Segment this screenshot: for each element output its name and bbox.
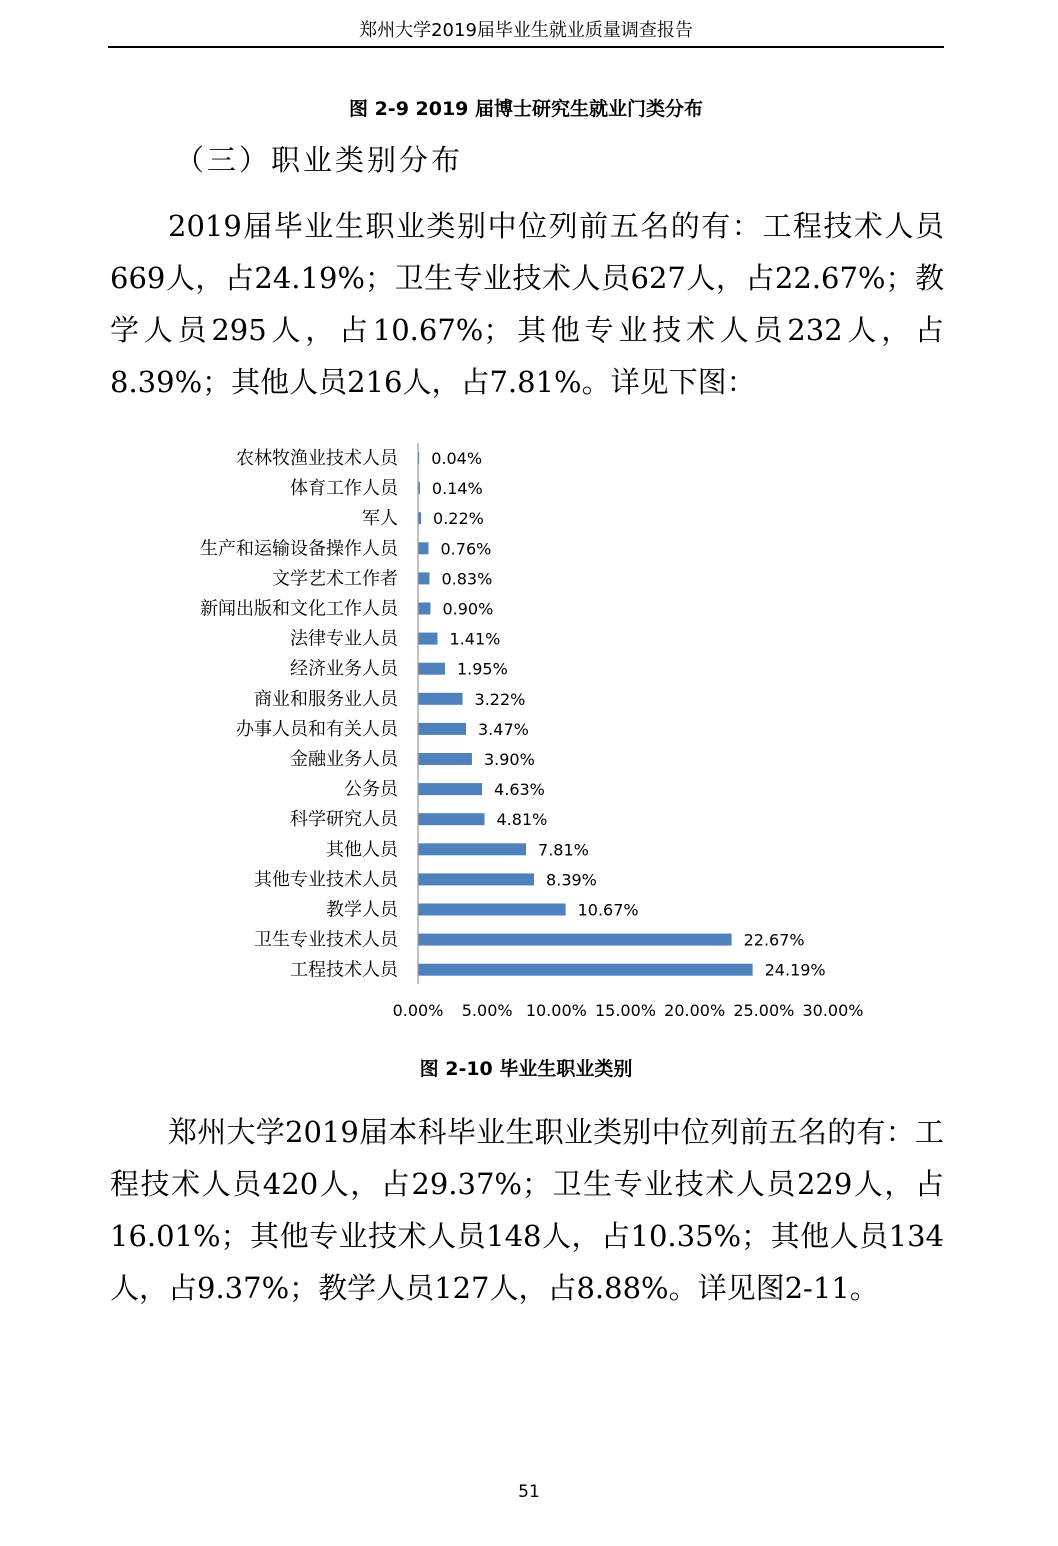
section-heading: （三）职业类别分布 [175,143,464,177]
value-label-14: 8.39% [546,870,597,890]
bar-15 [418,904,566,916]
x-tick-label-2: 10.00% [525,1001,587,1020]
category-label-03: 生产和运输设备操作人员 [200,538,398,560]
category-label-04: 文学艺术工作者 [272,568,398,590]
bar-12 [418,813,485,825]
value-labels [431,449,825,980]
value-label-17: 24.19% [764,960,826,980]
category-label-02: 军人 [362,508,398,530]
category-label-11: 公务员 [344,779,398,801]
value-label-11: 4.63% [494,780,545,800]
x-tick-labels [393,1001,864,1020]
value-label-07: 1.95% [456,659,508,679]
category-label-10: 金融业务人员 [290,749,398,770]
x-tick-label-4: 20.00% [664,1001,726,1020]
category-label-15: 教学人员 [326,899,398,921]
value-label-10: 3.90% [483,750,535,769]
category-label-13: 其他人员 [326,839,398,861]
category-label-08: 商业和服务业人员 [254,688,398,710]
category-label-16: 卫生专业技术人员 [254,929,398,951]
paragraph-occupation-summary: 2019届毕业生职业类别中位列前五名的有：工程技术人员669人，占24.19%；卫生专业技术人员627人，占22.67%；教学人员295人，占10.67%；其他专业技术人员232人，占8.39%；其他人员216人，占7.81%。详见下图： [110,209,944,399]
paragraph-undergrad-summary: 郑州大学2019届本科毕业生职业类别中位列前五名的有：工程技术人员420人，占29.37%；卫生专业技术人员229人，占16.01%；其他专业技术人员148人，占10.35%；其他人员134人，占9.37%；教学人员127人，占8.88%。详见图2-11。 [110,1115,944,1305]
bars [418,452,753,976]
prev-figure-caption: 图 2-9 2019 届博士研究生就业门类分布 [348,98,704,120]
category-labels [200,448,400,981]
value-label-09: 3.47% [478,719,529,739]
category-label-00: 农林牧渔业技术人员 [236,448,398,469]
category-label-09: 办事人员和有关人员 [236,718,398,740]
bar-13 [418,843,526,855]
category-label-05: 新闻出版和文化工作人员 [200,598,398,620]
page-number: 51 [518,1482,540,1502]
x-tick-label-0: 0.00% [392,1001,444,1020]
category-label-14: 其他专业技术人员 [254,869,398,891]
bar-03 [418,542,429,554]
value-label-05: 0.90% [442,599,494,619]
value-label-03: 0.76% [440,539,492,559]
bar-14 [418,873,534,885]
value-label-12: 4.81% [496,810,548,830]
x-tick-label-6: 30.00% [802,1001,864,1020]
category-label-07: 经济业务人员 [290,658,398,680]
value-label-16: 22.67% [743,930,805,950]
bar-05 [418,603,430,615]
value-label-13: 7.81% [538,840,589,860]
x-tick-label-3: 15.00% [594,1001,657,1020]
bar-08 [418,693,463,705]
header-rule [108,46,944,48]
bar-09 [418,723,466,735]
bar-06 [418,633,438,645]
bar-04 [418,572,429,584]
value-label-02: 0.22% [433,509,484,529]
category-label-01: 体育工作人员 [290,478,398,500]
value-label-08: 3.22% [474,689,526,709]
category-label-12: 科学研究人员 [290,809,398,831]
value-label-04: 0.83% [441,569,493,589]
running-header: 郑州大学2019届毕业生就业质量调查报告 [359,20,693,41]
value-label-15: 10.67% [577,900,639,920]
x-tick-label-5: 25.00% [733,1001,795,1020]
category-label-06: 法律专业人员 [290,628,398,650]
figure-caption: 图 2-10 毕业生职业类别 [419,1058,633,1080]
x-tick-label-1: 5.00% [461,1001,513,1020]
bar-07 [418,663,445,675]
bar-11 [418,783,482,795]
value-label-01: 0.14% [431,479,483,499]
bar-16 [418,934,732,946]
bar-10 [418,753,472,765]
bar-17 [418,964,753,976]
value-label-00: 0.04% [431,449,483,468]
category-label-17: 工程技术人员 [290,959,398,981]
value-label-06: 1.41% [449,629,501,649]
occupation-bar-chart [170,440,890,1030]
